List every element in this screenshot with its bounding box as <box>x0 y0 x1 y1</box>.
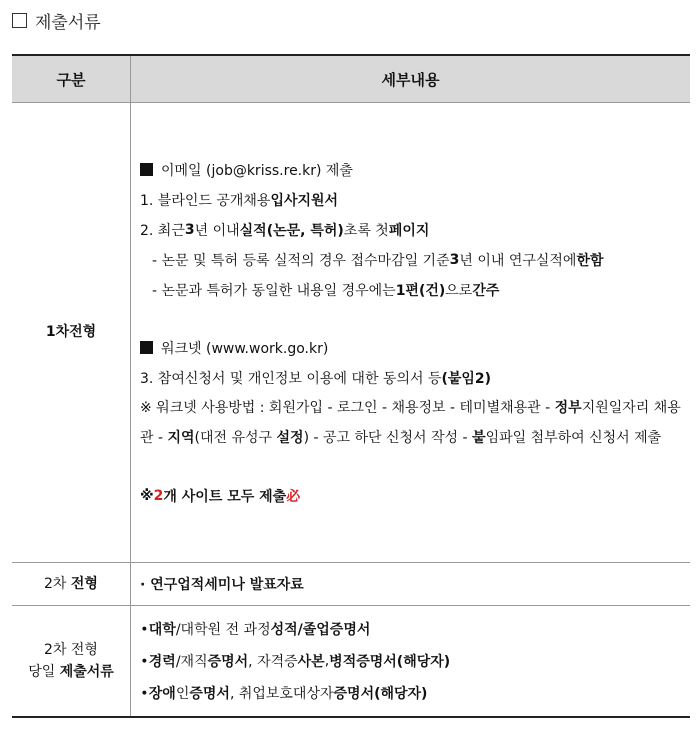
row-label-first-stage: 1차전형 <box>12 103 131 563</box>
list-item: 3. 참여신청서 및 개인정보 이용에 대한 동의서 등 (붙임2) <box>140 370 492 387</box>
list-item: 2. 최근 3 년 이내 실적 (논문, 특허) 초록 첫 페이지 <box>140 221 430 239</box>
list-item: 이메일 (job@kriss.re.kr) 제출 <box>140 155 683 185</box>
list-item: 워크넷 (www.work.go.kr) <box>140 333 683 363</box>
row-label-second-stage: 2차 전형 <box>12 563 131 606</box>
section-heading <box>12 8 101 33</box>
row-content-first-stage <box>131 103 691 563</box>
black-square-icon <box>140 163 153 176</box>
list-item: ※ 2 개 사이트 모두 제출 必 <box>140 487 301 505</box>
row-content-second-stage-day <box>131 606 691 718</box>
row-content-second-stage: ∙ 연구업적세미나 발표자료 <box>131 563 691 606</box>
documents-table <box>12 54 690 718</box>
row-label-second-stage-day: 2차 전형 당일 제출서류 <box>12 606 131 718</box>
checkbox-square-icon <box>12 13 27 28</box>
table-header-row <box>12 55 690 103</box>
table-row-first-stage <box>12 103 690 563</box>
header-details: 세부내용 <box>131 55 691 103</box>
list-item: - 논문 및 특허 등록 실적의 경우 접수마감일 기준 3 년 이내 연구실적에 한함 <box>152 251 604 269</box>
section-heading-text: 제출서류 <box>35 13 101 33</box>
list-item: ∙ 경력 /재직 증명서 , 자격증 사본 , 병적증명서(해당자) <box>140 653 451 670</box>
table-row-second-stage <box>12 563 690 606</box>
table-row-second-stage-day <box>12 606 690 718</box>
list-item: ※ 워크넷 사용방법 : 회원가입 - 로그인 - 채용정보 - 테미별채용관 - 정부지원일자리 채용관 - 지역(대전 유성구 설정) - 공고 하단 신청서 작성 - 붙임파일 첨부하여 신청서 제출 <box>140 399 681 446</box>
black-square-icon <box>140 341 153 354</box>
list-item: - 논문과 특허가 동일한 내용일 경우에는 1편(건) 으로 간주 <box>152 282 500 299</box>
header-category: 구분 <box>12 55 131 103</box>
list-item: ∙ 대학 /대학원 전 과정 성적/졸업증명서 <box>140 621 371 638</box>
list-item: 1. 블라인드 공개채용 입사지원서 <box>140 192 339 209</box>
list-item: ∙ 장애 인 증명서 , 취업보호대상자 증명서(해당자) <box>140 685 428 702</box>
